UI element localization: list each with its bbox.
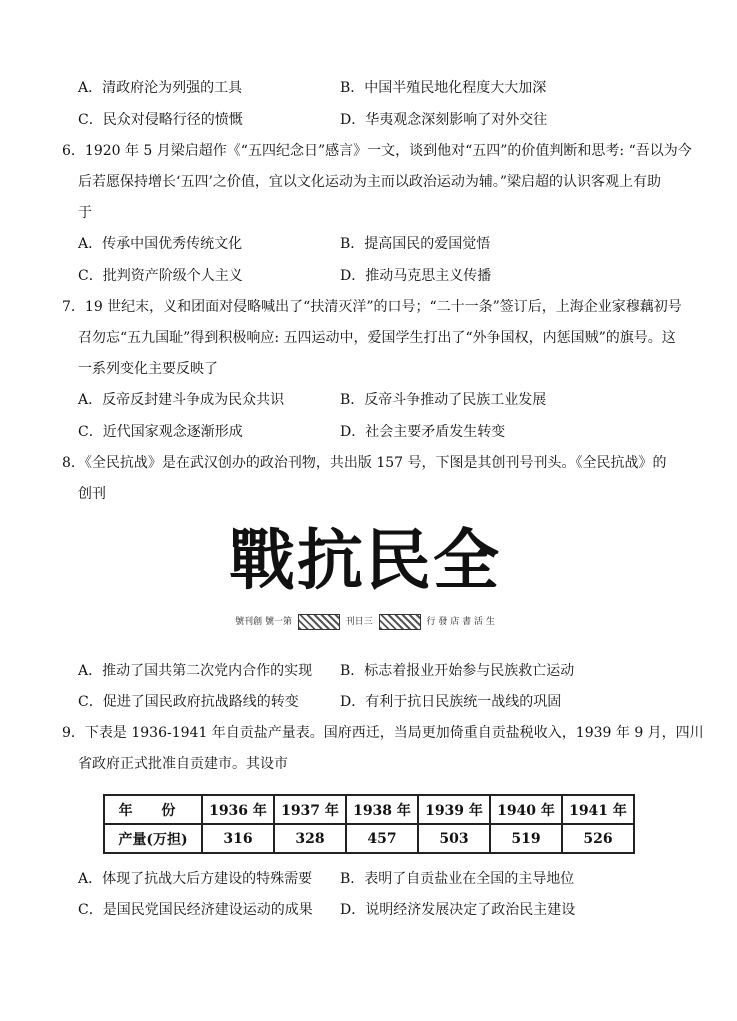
table-cell-year: 1941 年: [562, 795, 634, 824]
table-header-year: 年 份: [104, 795, 202, 824]
q9-stem-line-2: [0, 752, 737, 776]
masthead-ornament-right: [379, 614, 421, 630]
table-cell-output: 519: [490, 824, 562, 853]
newspaper-masthead-image: [225, 520, 505, 640]
q6-stem-text-2: 后若愿保持增长‘五四’之价值，宜以文化运动为主而以政治运动为辅。”梁启超的认识客观上有助: [78, 174, 662, 190]
q7-stem-line-2: [0, 326, 737, 350]
q8-option-b[interactable]: B．标志着报业开始参与民族救亡运动: [340, 663, 575, 679]
q5-option-a[interactable]: A．清政府沦为列强的工具: [78, 80, 243, 96]
table-cell-year: 1940 年: [490, 795, 562, 824]
q6-option-a[interactable]: A．传承中国优秀传统文化: [78, 236, 243, 252]
q9-stem-text-1: 9．下表是 1936-1941 年自贡盐产量表。国府西迁，当局更加倚重自贡盐税收入，1939 年 9 月，四川: [62, 725, 704, 741]
q7-options-row-1: [0, 388, 737, 412]
q5-options-row-2: [0, 108, 737, 132]
q8-stem-text-2: 创刊: [78, 486, 106, 502]
table-cell-output: 503: [418, 824, 490, 853]
table-cell-year: 1937 年: [274, 795, 346, 824]
q5-option-d[interactable]: D．华夷观念深刻影响了对外交往: [340, 112, 548, 128]
q8-stem-text-1: 8．《全民抗战》是在武汉创办的政治刊物，共出版 157 号，下图是其创刊号刊头。《全民抗战》的: [62, 455, 667, 471]
table-cell-output: 316: [202, 824, 274, 853]
table-cell-output: 457: [346, 824, 418, 853]
q7-stem-text-3: 一系列变化主要反映了: [78, 361, 218, 377]
q6-options-row-2: [0, 264, 737, 288]
table-cell-year: 1939 年: [418, 795, 490, 824]
q7-stem-text-1: 7．19 世纪末，义和团面对侵略喊出了“扶清灭洋”的口号；“二十一条”签订后，上海企业家穆藕初号: [62, 299, 682, 315]
q5-option-c[interactable]: C．民众对侵略行径的愤慨: [78, 112, 243, 128]
q5-options-row-1: [0, 76, 737, 100]
masthead-publisher-label: 行 發 店 書 活 生: [426, 617, 495, 627]
q9-option-a[interactable]: A．体现了抗战大后方建设的特殊需要: [78, 871, 313, 887]
q6-options-row-1: [0, 232, 737, 256]
q6-stem-text-3: 于: [78, 205, 92, 221]
q8-option-c[interactable]: C．促进了国民政府抗战路线的转变: [78, 694, 299, 710]
q8-option-a[interactable]: A．推动了国共第二次党内合作的实现: [78, 663, 313, 679]
q7-stem-line-3: [0, 357, 737, 381]
masthead-ornament-left: [298, 614, 340, 630]
q6-option-b[interactable]: B．提高国民的爱国觉悟: [340, 236, 491, 252]
q7-option-a[interactable]: A．反帝反封建斗争成为民众共识: [78, 392, 285, 408]
table-header-output: 产量(万担): [104, 824, 202, 853]
q6-stem-text-1: 6．1920 年 5 月梁启超作《“五四纪念日”感言》一文，谈到他对“五四”的价值判断和思考: “吾以为今: [62, 143, 692, 159]
q9-option-c[interactable]: C．是国民党国民经济建设运动的成果: [78, 902, 313, 918]
q9-option-d[interactable]: D．说明经济发展决定了政治民主建设: [340, 902, 576, 918]
q9-options-row-2: [0, 898, 737, 922]
table-row-output: [104, 824, 634, 853]
q6-option-d[interactable]: D．推动马克思主义传播: [340, 268, 492, 284]
q7-option-b[interactable]: B．反帝斗争推动了民族工业发展: [340, 392, 547, 408]
q6-stem-line-2: [0, 170, 737, 194]
masthead-title: 戰抗民全: [229, 521, 501, 599]
q9-stem-text-2: 省政府正式批准自贡建市。其设市: [78, 756, 288, 772]
table-cell-output: 328: [274, 824, 346, 853]
q9-options-row-1: [0, 867, 737, 891]
q8-stem-line-1: [0, 451, 737, 475]
q7-options-row-2: [0, 420, 737, 444]
salt-production-table: [103, 794, 635, 854]
q8-stem-line-2: [0, 482, 737, 506]
q5-option-b[interactable]: B．中国半殖民地化程度大大加深: [340, 80, 547, 96]
q6-option-c[interactable]: C．批判资产阶级个人主义: [78, 268, 243, 284]
table-row-years: [104, 795, 634, 824]
q8-option-d[interactable]: D．有利于抗日民族统一战线的巩固: [340, 694, 562, 710]
q7-option-c[interactable]: C．近代国家观念逐渐形成: [78, 424, 243, 440]
table-cell-output: 526: [562, 824, 634, 853]
q6-stem-line-1: [0, 139, 737, 163]
q7-stem-line-1: [0, 295, 737, 319]
q7-option-d[interactable]: D．社会主要矛盾发生转变: [340, 424, 506, 440]
q8-options-row-2: [0, 690, 737, 714]
masthead-subline: [225, 612, 505, 632]
q9-stem-line-1: [0, 721, 737, 745]
q9-option-b[interactable]: B．表明了自贡盐业在全国的主导地位: [340, 871, 575, 887]
table-cell-year: 1936 年: [202, 795, 274, 824]
table-cell-year: 1938 年: [346, 795, 418, 824]
q8-options-row-1: [0, 659, 737, 683]
masthead-issue-label: 號刊創 號一第: [235, 617, 293, 627]
q7-stem-text-2: 召勿忘“五九国耻”得到积极响应: 五四运动中，爱国学生打出了“外争国权，内惩国贼”的旗号。这: [78, 330, 676, 346]
masthead-frequency-label: 刊日三: [345, 617, 373, 627]
q6-stem-line-3: [0, 201, 737, 225]
